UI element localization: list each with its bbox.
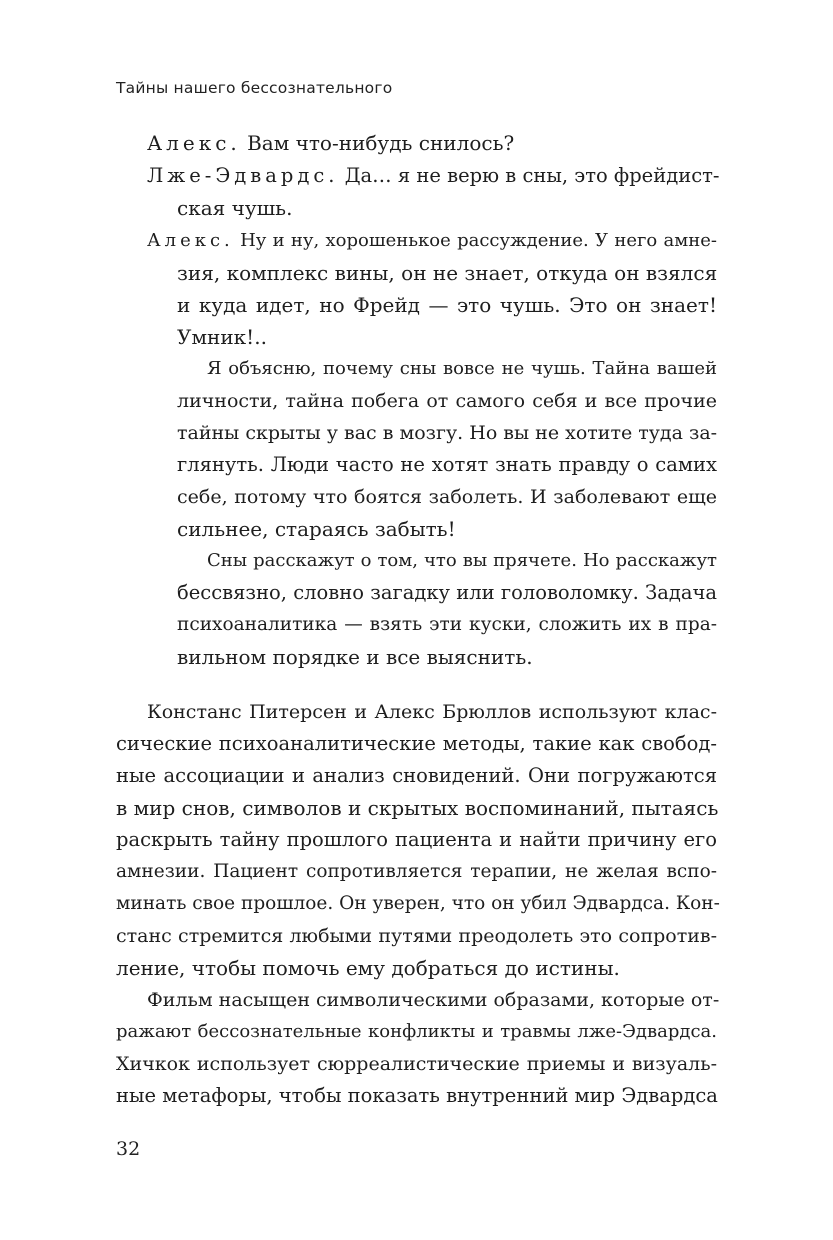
monologue-line: глянуть. Люди часто не хотят знать правду о самих [177,453,717,476]
body-line: сические психоаналитические методы, такие как свобод- [116,732,717,755]
speaker-name: Лже-Эдвардс. [147,164,339,187]
dialogue-text: Да… я не верю в сны, это фрейдист- [344,164,720,187]
dialogue-text: Вам что-нибудь снилось? [247,131,515,155]
dialogue-line [147,160,720,192]
body-line: Констанс Питерсен и Алекс Брюллов используют клас- [147,701,717,723]
monologue-line: сильнее, стараясь забыть! [177,517,456,541]
body-line: ные метафоры, чтобы показать внутренний мир Эдвардса [116,1084,718,1107]
dialogue-continuation: ская чушь. [177,196,293,220]
monologue-line: себе, потому что боятся заболеть. И заболевают еще [177,486,717,508]
monologue-line: бессвязно, словно загадку или головоломку. Задача [177,581,717,604]
running-head: Тайны нашего бессознательного [116,79,393,97]
dialogue-continuation: и куда идет, но Фрейд — это чушь. Это он знает! [177,293,717,317]
body-line: ные ассоциации и анализ сновидений. Они погружаются [116,764,717,787]
monologue-line: психоаналитика — взять эти куски, сложить их в пра- [177,614,717,635]
body-line: раскрыть тайну прошлого пациента и найти причину его [116,828,717,851]
monologue-line: Я объясню, почему сны вовсе не чушь. Тайна вашей [207,358,717,379]
body-line: в мир снов, символов и скрытых воспоминаний, пытаясь [116,796,719,820]
body-line: амнезии. Пациент сопротивляется терапии, не желая вспо- [116,861,717,882]
monologue-line: тайны скрыты у вас в мозгу. Но вы не хотите туда за- [177,422,718,444]
dialogue-line [147,127,514,159]
page-number: 32 [116,1138,141,1160]
dialogue-continuation: зия, комплекс вины, он не знает, откуда он взялся [177,261,718,285]
speaker-name: Алекс. [147,230,234,251]
monologue-line: вильном порядке и все выяснить. [177,645,533,669]
speaker-name: Алекс. [147,131,241,155]
dialogue-line [147,225,717,257]
body-line: ление, чтобы помочь ему добраться до истины. [116,956,620,980]
body-line: станс стремится любыми путями преодолеть это сопротив- [116,925,717,947]
body-line: минать свое прошлое. Он уверен, что он убил Эдвардса. Кон- [116,893,720,914]
body-line: Фильм насыщен символическими образами, которые от- [147,989,720,1011]
monologue-line: личности, тайна побега от самого себя и все прочие [177,390,717,412]
dialogue-text: Ну и ну, хорошенькое рассуждение. У него амне- [240,230,717,251]
monologue-line: Сны расскажут о том, что вы прячете. Но расскажут [207,550,717,571]
body-line: Хичкок использует сюрреалистические приемы и визуаль- [116,1053,717,1075]
body-line: ражают бессознательные конфликты и травмы лже-Эдвардса. [116,1021,717,1042]
dialogue-continuation: Умник!.. [177,325,267,349]
